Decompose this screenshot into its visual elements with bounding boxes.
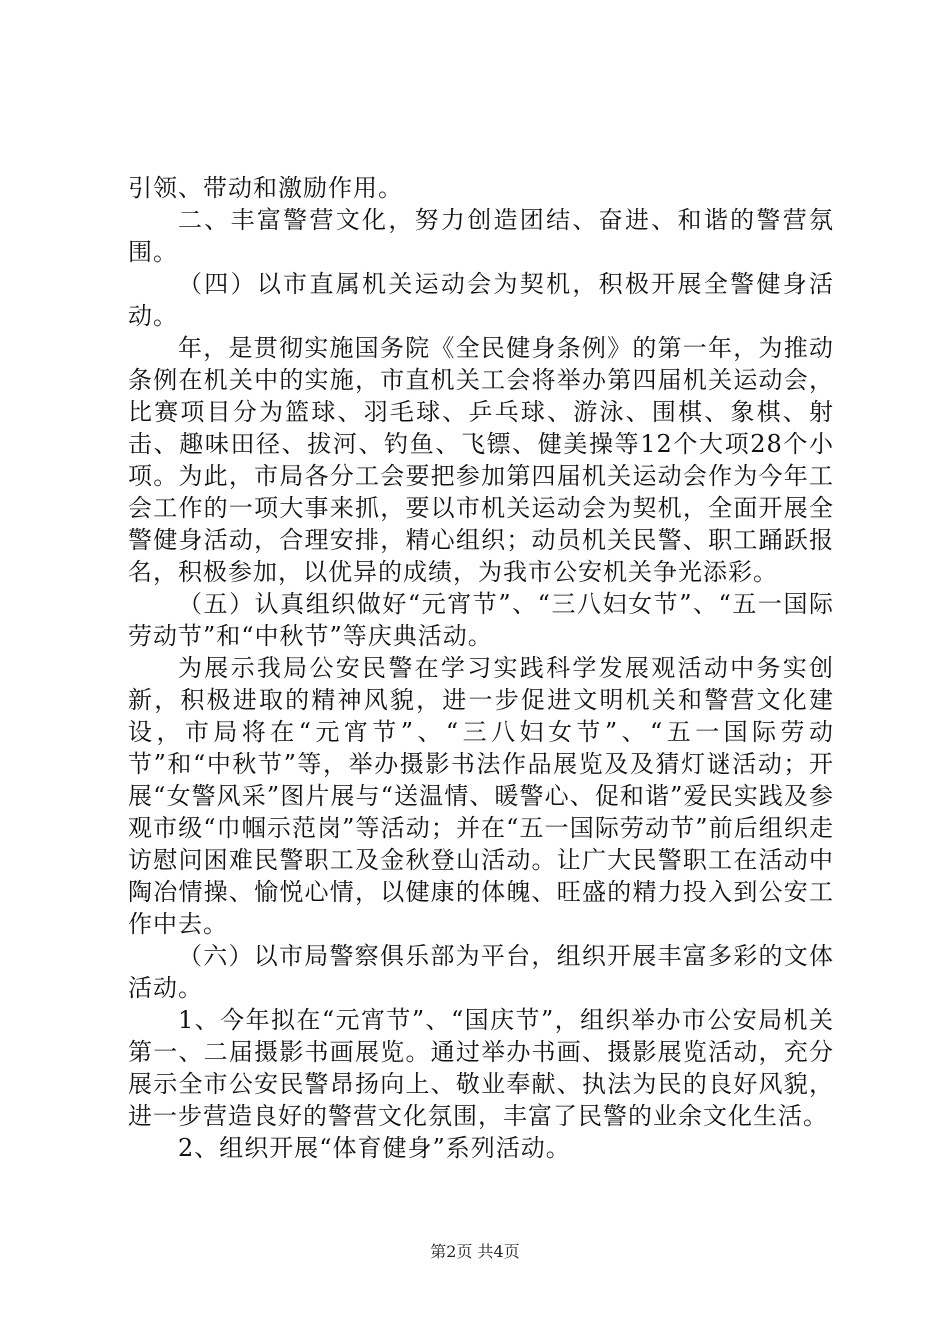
page-number-footer: 第2页 共4页	[430, 1242, 520, 1261]
document-body	[128, 172, 834, 1164]
paragraph-festival-activities: 为展示我局公安民警在学习实践科学发展观活动中务实创新，积极进取的精神风貌，进一步促进文明机关和警营文化建设，市局将在“元宵节”、“三八妇女节”、“五一国际劳动节”和“中秋节”等，举办摄影书法作品展览及及猜灯谜活动；开展“女警风采”图片展与“送温情、暖警心、促和谐”爱民实践及参观市级“巾帼示范岗”等活动；并在“五一国际劳动节”前后组织走访慰问困难民警职工及金秋登山活动。让广大民警职工在活动中陶冶情操、愉悦心情，以健康的体魄、旺盛的精力投入到公安工作中去。	[128, 654, 834, 938]
subsection-heading-six: （六）以市局警察俱乐部为平台，组织开展丰富多彩的文体活动。	[128, 942, 834, 1002]
paragraph-item-one: 1、今年拟在“元宵节”、“国庆节”，组织举办市公安局机关第一、二届摄影书画展览。通过举办书画、摄影展览活动，充分展示全市公安民警昂扬向上、敬业奉献、执法为民的良好风貌，进一步营造良好的警营文化氛围，丰富了民警的业余文化生活。	[128, 1006, 834, 1130]
paragraph-item-two: 2、组织开展“体育健身”系列活动。	[178, 1134, 571, 1162]
paragraph-continuation: 引领、带动和激励作用。	[128, 174, 403, 202]
subsection-heading-four: （四）以市直属机关运动会为契机，积极开展全警健身活动。	[128, 270, 834, 330]
subsection-heading-five: （五）认真组织做好“元宵节”、“三八妇女节”、“五一国际劳动节”和“中秋节”等庆典活动。	[128, 590, 834, 650]
paragraph-sports-meeting: 年，是贯彻实施国务院《全民健身条例》的第一年，为推动条例在机关中的实施，市直机关工会将举办第四届机关运动会，比赛项目分为篮球、羽毛球、乒乓球、游泳、围棋、象棋、射击、趣味田径、拔河、钓鱼、飞镖、健美操等12个大项28个小项。为此，市局各分工会要把参加第四届机关运动会作为今年工会工作的一项大事来抓，要以市机关运动会为契机，全面开展全警健身活动，合理安排，精心组织；动员机关民警、职工踊跃报名，积极参加，以优异的成绩，为我市公安机关争光添彩。	[128, 334, 834, 586]
section-heading-two: 二、丰富警营文化，努力创造团结、奋进、和谐的警营氛围。	[128, 206, 834, 266]
